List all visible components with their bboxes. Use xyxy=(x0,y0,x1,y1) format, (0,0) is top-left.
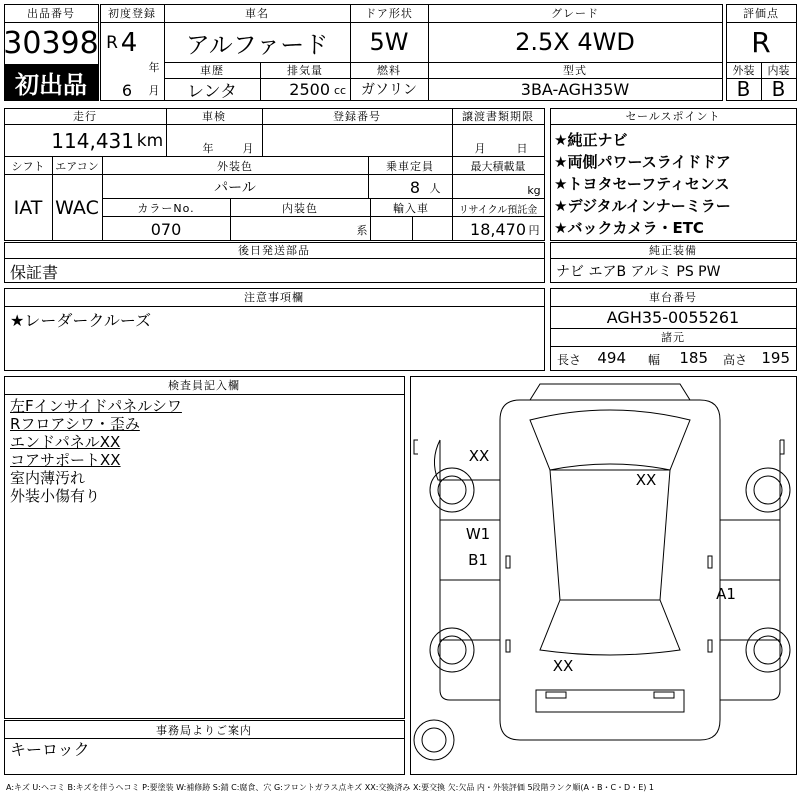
damage-mark-hood: XX xyxy=(635,471,657,489)
transfer-deadline-label: 譲渡書類期限 xyxy=(462,110,534,123)
model-code-label: 型式 xyxy=(563,64,587,77)
seating-capacity: 8 xyxy=(409,177,420,197)
interior-color-unit: 系 xyxy=(356,224,368,237)
tail-lamp-right xyxy=(654,692,674,698)
exterior-color-label: 外装色 xyxy=(217,160,253,173)
damage-mark-rear: XX xyxy=(552,657,574,675)
exterior-color: パール xyxy=(214,180,256,196)
fuel: ガソリン xyxy=(361,82,417,98)
first-listing-badge: 初出品 xyxy=(4,64,98,100)
right-door-lines xyxy=(720,520,780,640)
import-label: 輸入車 xyxy=(393,202,429,215)
chassis-number: AGH35-0055261 xyxy=(606,307,740,327)
inspector-line: Rフロアシワ・歪み xyxy=(10,414,140,433)
office-notice-label: 事務局よりご案内 xyxy=(156,724,252,737)
office-notice-value: キーロック xyxy=(10,739,90,759)
recycle-deposit-label: リサイクル預託金 xyxy=(458,204,538,216)
lot-number: 30398 xyxy=(3,25,99,61)
notes-label: 注意事項欄 xyxy=(244,291,304,304)
door-type: 5W xyxy=(369,28,409,56)
color-number-label: カラーNo. xyxy=(137,202,195,215)
registration-month: 6 xyxy=(121,80,133,100)
interior-color-label: 内装色 xyxy=(282,202,318,215)
spare-wheel-hub xyxy=(422,728,446,752)
interior-grade-label: 内装 xyxy=(767,64,790,77)
wheel-rear-right xyxy=(746,628,790,672)
door-handle xyxy=(708,556,712,568)
wheel-front-right xyxy=(746,468,790,512)
aircon-label: エアコン xyxy=(55,160,99,173)
overall-score: R xyxy=(751,25,771,59)
mirror-bracket-right xyxy=(780,440,784,454)
mileage-unit: km xyxy=(136,131,164,151)
height-label: 高さ xyxy=(722,352,747,367)
car-name: アルファード xyxy=(185,30,329,59)
damage-mark-right-rear-door: A1 xyxy=(716,585,736,603)
damage-mark-front-left: XX xyxy=(468,447,490,465)
score-label: 評価点 xyxy=(743,7,779,20)
max-load-label: 最大積載量 xyxy=(470,160,526,173)
door-type-label: ドア形状 xyxy=(365,7,413,20)
inspector-line: 外装小傷有り xyxy=(10,486,101,505)
height-value: 195 xyxy=(761,349,790,367)
plate-number-label: 登録番号 xyxy=(333,110,381,123)
displacement: 2500 xyxy=(289,79,330,99)
width-label: 幅 xyxy=(647,352,660,367)
legend-text: A:キズ U:ヘコミ B:キズを伴うヘコミ P:要塗装 W:補修跡 S:錆 C:腐食、穴 G:フロントガラス点キズ XX:交換済み X:要交換 欠:欠品 内・外装評価 5段階ランク順(A・B・C・D・E) 1 xyxy=(6,782,655,792)
era-prefix: R xyxy=(106,33,118,53)
door-handle xyxy=(506,640,510,652)
inspection-label: 車検 xyxy=(202,110,226,123)
mileage: 114,431 xyxy=(51,129,134,153)
year-unit: 年 xyxy=(148,61,160,74)
later-parts-label: 後日発送部品 xyxy=(238,244,310,257)
load-unit: kg xyxy=(527,183,541,197)
later-parts-value: 保証書 xyxy=(10,262,59,282)
wheel-rear-left xyxy=(430,628,474,672)
inspector-line: 左Fインサイドパネルシワ xyxy=(10,396,182,415)
capacity-unit: 人 xyxy=(429,182,441,195)
recycle-unit: 円 xyxy=(528,224,540,237)
inspector-line: コアサポートXX xyxy=(10,450,121,469)
tail-lamp-left xyxy=(546,692,566,698)
mirror-bracket-left xyxy=(414,440,418,454)
history-label: 車歴 xyxy=(200,64,224,77)
genuine-equipment-value: ナビ エアB アルミ PS PW xyxy=(556,264,721,280)
windshield xyxy=(530,410,690,470)
wheel-front-left xyxy=(430,468,474,512)
selling-point-item: ★トヨタセーフティセンス xyxy=(554,174,730,193)
genuine-equipment-label: 純正装備 xyxy=(649,244,697,257)
inspector-label: 検査員記入欄 xyxy=(168,379,240,392)
shift-type: IAT xyxy=(13,197,43,219)
interior-grade: B xyxy=(771,77,786,101)
exterior-grade-label: 外装 xyxy=(732,64,755,77)
grade-label: グレード xyxy=(551,7,599,20)
transfer-day-unit: 日 xyxy=(516,142,528,155)
shift-label: シフト xyxy=(11,160,45,173)
model-code: 3BA-AGH35W xyxy=(520,79,630,99)
selling-point-item: ★デジタルインナーミラー xyxy=(554,196,731,215)
car-name-label: 車名 xyxy=(245,7,269,20)
left-side-outline xyxy=(440,440,500,700)
wheel-front-right-hub xyxy=(754,476,782,504)
recycle-deposit: 18,470 xyxy=(470,219,526,239)
vehicle-history: レンタ xyxy=(187,81,237,102)
chassis-number-label: 車台番号 xyxy=(649,291,697,304)
mileage-label: 走行 xyxy=(73,110,97,123)
exterior-grade: B xyxy=(736,77,751,101)
length-value: 494 xyxy=(597,349,626,367)
selling-points-label: セールスポイント xyxy=(625,110,721,123)
transfer-month-unit: 月 xyxy=(474,142,486,155)
damage-mark-left-door: W1 xyxy=(465,525,491,543)
grade: 2.5X 4WD xyxy=(515,28,635,56)
door-handle xyxy=(708,640,712,652)
fuel-label: 燃料 xyxy=(377,64,401,77)
selling-point-item: ★純正ナビ xyxy=(554,130,628,149)
notes-value: ★レーダークルーズ xyxy=(10,310,152,330)
month-unit: 月 xyxy=(148,84,160,97)
dimensions-label: 諸元 xyxy=(661,331,685,344)
right-side-outline xyxy=(720,440,780,700)
lot-number-label: 出品番号 xyxy=(27,7,75,20)
damage-mark-left-door-b: B1 xyxy=(468,551,488,569)
inspector-line: エンドパネルXX xyxy=(10,432,121,451)
car-body-outline xyxy=(500,400,720,740)
inspector-line: 室内薄汚れ xyxy=(10,468,86,487)
width-value: 185 xyxy=(679,349,708,367)
spare-wheel xyxy=(414,720,454,760)
length-label: 長さ xyxy=(556,352,581,367)
rear-glass xyxy=(540,600,680,655)
color-number: 070 xyxy=(150,219,182,239)
registration-year: 4 xyxy=(120,28,138,58)
displacement-label: 排気量 xyxy=(287,64,323,77)
aircon-type: WAC xyxy=(55,197,99,219)
inspection-month-unit: 月 xyxy=(242,142,254,155)
selling-point-item: ★両側パワースライドドア xyxy=(554,152,731,171)
rear-bumper xyxy=(536,690,684,712)
displacement-unit: cc xyxy=(333,83,347,97)
front-bumper xyxy=(530,384,690,400)
selling-point-item: ★バックカメラ・ETC xyxy=(554,218,704,237)
capacity-label: 乗車定員 xyxy=(386,160,434,173)
diagram-frame xyxy=(411,377,797,775)
inspection-year-unit: 年 xyxy=(202,142,214,155)
first-registration-label: 初度登録 xyxy=(108,7,156,20)
door-handle xyxy=(506,556,510,568)
